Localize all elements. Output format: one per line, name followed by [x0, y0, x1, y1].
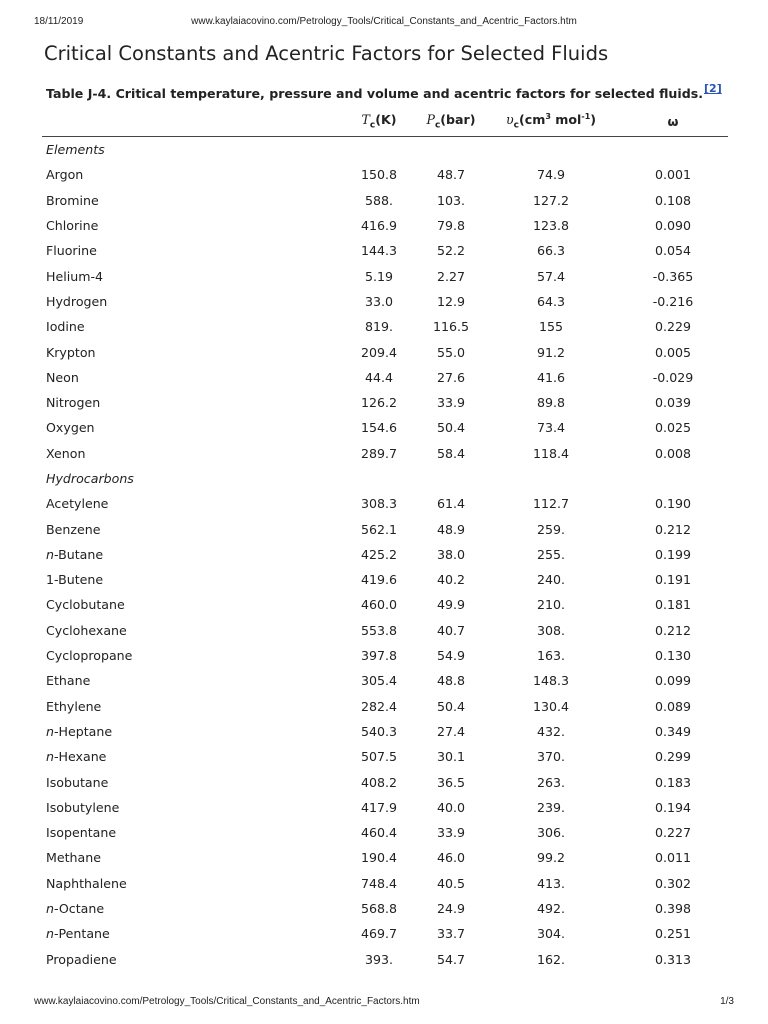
critical-volume-cell: 118.4 [532, 445, 570, 461]
critical-temperature-cell: 507.5 [360, 749, 398, 765]
table-row [42, 845, 728, 870]
critical-pressure-cell: 103. [436, 192, 466, 208]
critical-volume-cell: 66.3 [536, 243, 566, 259]
fluid-name-text: Ethylene [46, 698, 102, 714]
acentric-factor-cell: -0.029 [652, 369, 694, 385]
group-row [42, 466, 728, 491]
critical-volume-cell: 74.9 [536, 167, 566, 183]
table-row [42, 769, 728, 794]
fluid-name [42, 516, 340, 541]
group-label: Hydrocarbons [46, 471, 134, 486]
acentric-factor-cell: 0.183 [654, 774, 692, 790]
table-row [42, 896, 728, 921]
fluid-name-text: Xenon [46, 445, 86, 461]
critical-pressure-cell: 50.4 [436, 698, 466, 714]
critical-pressure-cell: 24.9 [436, 901, 466, 917]
critical-volume-cell: 64.3 [536, 293, 566, 309]
table-row [42, 871, 728, 896]
critical-volume-cell: 304. [536, 926, 566, 942]
table-row [42, 516, 728, 541]
fluid-name [42, 491, 340, 516]
fluid-name-text: Nitrogen [46, 395, 101, 411]
acentric-factor-cell: 0.181 [654, 597, 692, 613]
critical-volume-cell: 123.8 [532, 218, 570, 234]
fluid-name-text: Bromine [46, 192, 99, 208]
fluid-name [42, 238, 340, 263]
fluid-name [42, 263, 340, 288]
table-row [42, 390, 728, 415]
critical-pressure-cell: 46.0 [436, 850, 466, 866]
critical-temperature-cell: 44.4 [364, 369, 394, 385]
fluid-name [42, 947, 340, 972]
table-row [42, 238, 728, 263]
table-row [42, 921, 728, 946]
critical-pressure-cell: 27.6 [436, 369, 466, 385]
reference-link[interactable]: [2] [704, 82, 722, 95]
critical-volume-cell: 162. [536, 951, 566, 967]
critical-pressure-cell: 2.27 [436, 268, 466, 284]
critical-temperature-cell: 308.3 [360, 496, 398, 512]
fluid-name [42, 668, 340, 693]
fluid-name [42, 694, 340, 719]
critical-volume-cell: 112.7 [532, 496, 570, 512]
print-header [34, 16, 734, 30]
fluid-name-text: Argon [46, 167, 84, 183]
fluid-name-text: Naphthalene [46, 875, 127, 891]
critical-temperature-cell: 5.19 [364, 268, 394, 284]
fluid-name-text: Hydrogen [46, 293, 108, 309]
critical-constants-table [42, 106, 728, 972]
table-row [42, 567, 728, 592]
fluid-name [42, 592, 340, 617]
critical-temperature-cell: 154.6 [360, 420, 398, 436]
fluid-name [42, 365, 340, 390]
page-title: Critical Constants and Acentric Factors for Selected Fluids [44, 42, 609, 65]
fluid-name [42, 896, 340, 921]
fluid-name-text: Isopentane [46, 825, 117, 841]
fluid-name-text: Ethane [46, 673, 91, 689]
fluid-name-text: Cyclobutane [46, 597, 125, 613]
table-row [42, 441, 728, 466]
critical-temperature-cell: 419.6 [360, 572, 398, 588]
critical-pressure-cell: 54.7 [436, 951, 466, 967]
acentric-factor-cell: 0.194 [654, 799, 692, 815]
critical-pressure-cell: 48.7 [436, 167, 466, 183]
acentric-factor-cell: 0.011 [654, 850, 692, 866]
fluid-name [42, 744, 340, 769]
critical-pressure-cell: 33.9 [436, 825, 466, 841]
critical-volume-cell: 89.8 [536, 395, 566, 411]
table-row [42, 694, 728, 719]
acentric-factor-cell: 0.001 [654, 167, 692, 183]
critical-volume-cell: 413. [536, 875, 566, 891]
isomer-prefix: n [46, 546, 54, 562]
table-row [42, 188, 728, 213]
critical-pressure-cell: 30.1 [436, 749, 466, 765]
acentric-factor-cell: 0.227 [654, 825, 692, 841]
acentric-factor-cell: 0.212 [654, 622, 692, 638]
table-body [42, 137, 728, 972]
critical-temperature-cell: 209.4 [360, 344, 398, 360]
fluid-name [42, 567, 340, 592]
print-header-url: www.kaylaiacovino.com/Petrology_Tools/Critical_Constants_and_Acentric_Factors.htm [191, 16, 577, 27]
critical-temperature-cell: 144.3 [360, 243, 398, 259]
fluid-name-text: -Octane [53, 901, 105, 917]
critical-temperature-cell: 460.0 [360, 597, 398, 613]
table-row [42, 542, 728, 567]
fluid-name [42, 769, 340, 794]
fluid-name [42, 795, 340, 820]
critical-volume-cell: 432. [536, 723, 566, 739]
acentric-factor-cell: 0.212 [654, 521, 692, 537]
critical-volume-cell: 41.6 [536, 369, 566, 385]
fluid-name [42, 871, 340, 896]
critical-pressure-cell: 61.4 [436, 496, 466, 512]
critical-volume-cell: 239. [536, 799, 566, 815]
fluid-name [42, 618, 340, 643]
critical-pressure-cell: 40.7 [436, 622, 466, 638]
critical-pressure-cell: 116.5 [432, 319, 470, 335]
fluid-name [42, 188, 340, 213]
fluid-name [42, 441, 340, 466]
critical-pressure-cell: 52.2 [436, 243, 466, 259]
fluid-name [42, 719, 340, 744]
acentric-factor-cell: 0.130 [654, 648, 692, 664]
table-header-row [42, 106, 728, 137]
fluid-name-text: Fluorine [46, 243, 97, 259]
fluid-name-text: -Pentane [53, 926, 110, 942]
fluid-name-text: Benzene [46, 521, 101, 537]
critical-temperature-cell: 540.3 [360, 723, 398, 739]
critical-temperature-cell: 305.4 [360, 673, 398, 689]
table-row [42, 491, 728, 516]
critical-volume-cell: 148.3 [532, 673, 570, 689]
critical-pressure-cell: 55.0 [436, 344, 466, 360]
critical-volume-cell: 306. [536, 825, 566, 841]
table-row [42, 820, 728, 845]
critical-volume-cell: 255. [536, 546, 566, 562]
critical-temperature-cell: 393. [364, 951, 394, 967]
print-footer-url: www.kaylaiacovino.com/Petrology_Tools/Critical_Constants_and_Acentric_Factors.htm [34, 996, 420, 1007]
table-row [42, 719, 728, 744]
critical-volume-cell: 240. [536, 572, 566, 588]
critical-pressure-cell: 38.0 [436, 546, 466, 562]
table-row [42, 668, 728, 693]
acentric-factor-cell: 0.005 [654, 344, 692, 360]
acentric-factor-cell: 0.039 [654, 395, 692, 411]
fluid-name [42, 845, 340, 870]
critical-temperature-cell: 562.1 [360, 521, 398, 537]
critical-pressure-cell: 58.4 [436, 445, 466, 461]
critical-volume-cell: 263. [536, 774, 566, 790]
critical-temperature-cell: 568.8 [360, 901, 398, 917]
table-row [42, 365, 728, 390]
critical-pressure-cell: 48.9 [436, 521, 466, 537]
print-footer [34, 996, 734, 1010]
acentric-factor-cell: 0.089 [654, 698, 692, 714]
fluid-name-text: Iodine [46, 319, 85, 335]
fluid-name [42, 820, 340, 845]
critical-pressure-cell: 40.2 [436, 572, 466, 588]
fluid-name-text: Methane [46, 850, 101, 866]
critical-temperature-cell: 190.4 [360, 850, 398, 866]
critical-temperature-cell: 150.8 [360, 167, 398, 183]
acentric-factor-cell: 0.008 [654, 445, 692, 461]
table-row [42, 947, 728, 972]
critical-volume-cell: 127.2 [532, 192, 570, 208]
header-name [42, 106, 340, 137]
acentric-factor-cell: 0.190 [654, 496, 692, 512]
fluid-name-text: -Heptane [53, 723, 113, 739]
acentric-factor-cell: 0.090 [654, 218, 692, 234]
critical-volume-cell: 210. [536, 597, 566, 613]
critical-pressure-cell: 40.0 [436, 799, 466, 815]
table-row [42, 643, 728, 668]
fluid-name-text: Cyclopropane [46, 648, 133, 664]
critical-temperature-cell: 425.2 [360, 546, 398, 562]
fluid-name-text: -Butane [53, 546, 104, 562]
header-critical-volume: $\upsilon_c(cm^3$ mol$^{-1}$) [484, 106, 618, 137]
critical-temperature-cell: 282.4 [360, 698, 398, 714]
isomer-prefix: n [46, 723, 54, 739]
critical-volume-cell: 155 [538, 319, 564, 335]
fluid-name [42, 162, 340, 187]
fluid-name-text: Isobutane [46, 774, 109, 790]
fluid-name-text: Propadiene [46, 951, 117, 967]
table-row [42, 213, 728, 238]
critical-temperature-cell: 460.4 [360, 825, 398, 841]
critical-temperature-cell: 33.0 [364, 293, 394, 309]
acentric-factor-cell: 0.349 [654, 723, 692, 739]
fluid-name-text: Neon [46, 369, 79, 385]
table-row [42, 314, 728, 339]
isomer-prefix: n [46, 926, 54, 942]
fluid-name-text: Cyclohexane [46, 622, 127, 638]
critical-pressure-cell: 33.9 [436, 395, 466, 411]
fluid-name [42, 921, 340, 946]
critical-volume-cell: 57.4 [536, 268, 566, 284]
acentric-factor-cell: -0.365 [652, 268, 694, 284]
critical-temperature-cell: 748.4 [360, 875, 398, 891]
acentric-factor-cell: 0.251 [654, 926, 692, 942]
critical-temperature-cell: 819. [364, 319, 394, 335]
acentric-factor-cell: 0.108 [654, 192, 692, 208]
fluid-name-text: Isobutylene [46, 799, 120, 815]
fluid-name-text: Acetylene [46, 496, 109, 512]
fluid-name [42, 314, 340, 339]
page-number: 1/3 [720, 996, 734, 1007]
table-row [42, 289, 728, 314]
header-critical-pressure: $P_c(bar)$ [418, 106, 484, 137]
acentric-factor-cell: 0.025 [654, 420, 692, 436]
table-caption-text: Table J-4. Critical temperature, pressure and volume and acentric factors for selected fluids. [46, 86, 704, 101]
acentric-factor-cell: 0.199 [654, 546, 692, 562]
acentric-factor-cell: 0.398 [654, 901, 692, 917]
critical-volume-cell: 91.2 [536, 344, 566, 360]
critical-pressure-cell: 49.9 [436, 597, 466, 613]
critical-pressure-cell: 27.4 [436, 723, 466, 739]
critical-volume-cell: 370. [536, 749, 566, 765]
acentric-factor-cell: 0.054 [654, 243, 692, 259]
critical-temperature-cell: 126.2 [360, 395, 398, 411]
table-row [42, 744, 728, 769]
fluid-name [42, 289, 340, 314]
critical-volume-cell: 259. [536, 521, 566, 537]
fluid-name-text: Krypton [46, 344, 96, 360]
table-row [42, 795, 728, 820]
table-row [42, 415, 728, 440]
fluid-name-text: Chlorine [46, 218, 99, 234]
critical-temperature-cell: 408.2 [360, 774, 398, 790]
fluid-name [42, 643, 340, 668]
table-row [42, 162, 728, 187]
acentric-factor-cell: -0.216 [652, 293, 694, 309]
header-acentric-factor: ω [618, 106, 728, 137]
fluid-name-text: Oxygen [46, 420, 95, 436]
critical-pressure-cell: 48.8 [436, 673, 466, 689]
table-row [42, 592, 728, 617]
critical-pressure-cell: 79.8 [436, 218, 466, 234]
critical-volume-cell: 308. [536, 622, 566, 638]
fluid-name [42, 213, 340, 238]
critical-temperature-cell: 553.8 [360, 622, 398, 638]
critical-volume-cell: 73.4 [536, 420, 566, 436]
critical-temperature-cell: 289.7 [360, 445, 398, 461]
critical-pressure-cell: 40.5 [436, 875, 466, 891]
fluid-name [42, 339, 340, 364]
group-label: Elements [46, 142, 105, 158]
print-date: 18/11/2019 [34, 16, 84, 27]
critical-temperature-cell: 588. [364, 192, 394, 208]
critical-temperature-cell: 417.9 [360, 799, 398, 815]
acentric-factor-cell: 0.299 [654, 749, 692, 765]
acentric-factor-cell: 0.302 [654, 875, 692, 891]
header-critical-temperature: $T_c(K)$ [340, 106, 418, 137]
critical-pressure-cell: 33.7 [436, 926, 466, 942]
fluid-name-text: -Hexane [53, 749, 107, 765]
fluid-name [42, 390, 340, 415]
group-row [42, 137, 728, 163]
critical-pressure-cell: 54.9 [436, 648, 466, 664]
critical-volume-cell: 130.4 [532, 698, 570, 714]
isomer-prefix: n [46, 749, 54, 765]
critical-pressure-cell: 12.9 [436, 293, 466, 309]
fluid-name [42, 415, 340, 440]
table-row [42, 618, 728, 643]
fluid-name-text: 1-Butene [46, 572, 104, 588]
fluid-name [42, 542, 340, 567]
table-caption [46, 82, 722, 101]
critical-temperature-cell: 397.8 [360, 648, 398, 664]
critical-volume-cell: 99.2 [536, 850, 566, 866]
isomer-prefix: n [46, 901, 54, 917]
critical-pressure-cell: 50.4 [436, 420, 466, 436]
acentric-factor-cell: 0.229 [654, 319, 692, 335]
critical-temperature-cell: 469.7 [360, 926, 398, 942]
fluid-name-text: Helium-4 [46, 268, 104, 284]
acentric-factor-cell: 0.099 [654, 673, 692, 689]
critical-volume-cell: 163. [536, 648, 566, 664]
acentric-factor-cell: 0.191 [654, 572, 692, 588]
table-row [42, 339, 728, 364]
critical-volume-cell: 492. [536, 901, 566, 917]
critical-pressure-cell: 36.5 [436, 774, 466, 790]
table-row [42, 263, 728, 288]
critical-temperature-cell: 416.9 [360, 218, 398, 234]
acentric-factor-cell: 0.313 [654, 951, 692, 967]
